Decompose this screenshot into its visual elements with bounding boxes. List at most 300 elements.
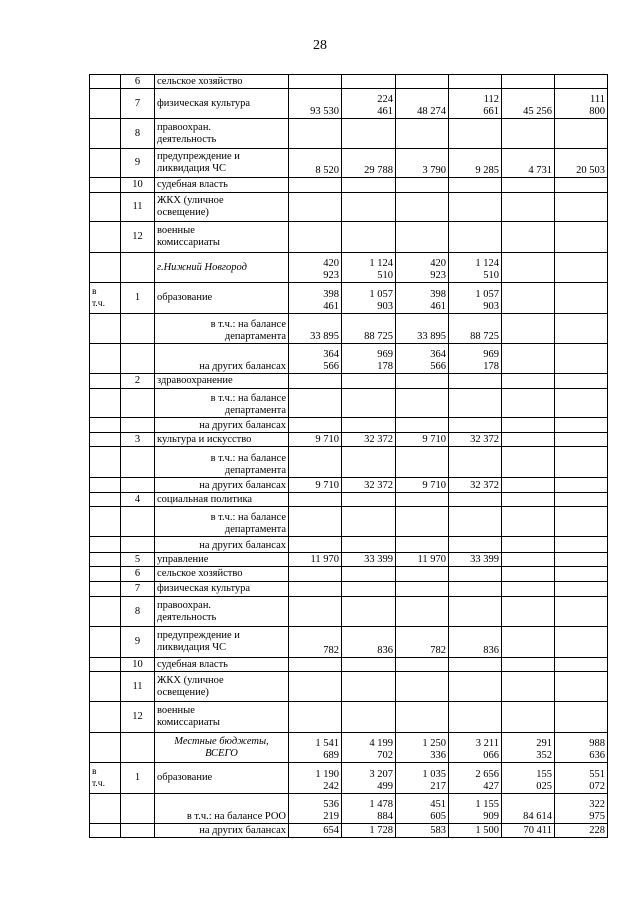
row-prefix-cell — [90, 119, 121, 149]
value-cell — [555, 597, 608, 627]
row-prefix-cell — [90, 493, 121, 507]
table-row — [90, 507, 608, 537]
value-cell — [502, 567, 555, 582]
value-cell: 29 788 — [342, 149, 396, 178]
row-number-cell — [121, 344, 155, 374]
value-cell — [342, 567, 396, 582]
value-cell: 112 661 — [449, 89, 502, 119]
row-number-cell: 7 — [121, 582, 155, 597]
value-cell: 451 605 — [396, 794, 449, 824]
row-number-cell: 2 — [121, 374, 155, 389]
value-cell — [555, 119, 608, 149]
value-cell — [449, 597, 502, 627]
value-cell — [555, 222, 608, 253]
value-cell — [289, 567, 342, 582]
table-row — [90, 672, 608, 702]
value-cell — [289, 507, 342, 537]
budget-table — [89, 74, 608, 838]
value-cell — [555, 672, 608, 702]
table-row — [90, 433, 608, 447]
value-cell — [342, 119, 396, 149]
row-prefix-cell — [90, 553, 121, 567]
value-cell: 84 614 — [502, 794, 555, 824]
value-cell — [502, 253, 555, 283]
row-prefix-cell — [90, 567, 121, 582]
value-cell — [502, 119, 555, 149]
row-name-cell: сельское хозяйство — [155, 567, 289, 582]
value-cell: 782 — [396, 627, 449, 658]
value-cell — [502, 283, 555, 314]
row-prefix-cell: в т.ч. — [90, 283, 121, 314]
row-name-cell: военные комиссариаты — [155, 222, 289, 253]
row-number-cell — [121, 478, 155, 493]
value-cell: 398 461 — [289, 283, 342, 314]
value-cell: 291 352 — [502, 733, 555, 763]
value-cell — [289, 493, 342, 507]
row-prefix-cell: в т.ч. — [90, 763, 121, 794]
table-row — [90, 178, 608, 193]
row-name-cell: физическая культура — [155, 89, 289, 119]
row-number-cell: 4 — [121, 493, 155, 507]
value-cell — [555, 314, 608, 344]
value-cell — [396, 75, 449, 89]
value-cell — [502, 193, 555, 222]
table-row — [90, 283, 608, 314]
row-name-cell: ЖКХ (уличное освещение) — [155, 193, 289, 222]
table-row — [90, 627, 608, 658]
value-cell — [342, 222, 396, 253]
row-number-cell — [121, 794, 155, 824]
row-prefix-cell — [90, 702, 121, 733]
value-cell: 364 566 — [289, 344, 342, 374]
value-cell — [502, 222, 555, 253]
value-cell — [289, 119, 342, 149]
row-number-cell: 9 — [121, 627, 155, 658]
row-number-cell — [121, 418, 155, 433]
value-cell — [555, 193, 608, 222]
value-cell — [555, 344, 608, 374]
value-cell: 364 566 — [396, 344, 449, 374]
row-name-cell: в т.ч.: на балансе РОО — [155, 794, 289, 824]
row-prefix-cell — [90, 794, 121, 824]
row-name-cell: судебная власть — [155, 178, 289, 193]
value-cell — [555, 433, 608, 447]
table-row — [90, 478, 608, 493]
value-cell — [396, 567, 449, 582]
value-cell — [555, 283, 608, 314]
value-cell — [555, 553, 608, 567]
row-number-cell — [121, 507, 155, 537]
table-row — [90, 702, 608, 733]
row-number-cell: 6 — [121, 75, 155, 89]
row-name-cell: здравоохранение — [155, 374, 289, 389]
row-number-cell: 5 — [121, 553, 155, 567]
value-cell: 1 057 903 — [342, 283, 396, 314]
value-cell — [502, 507, 555, 537]
table-row — [90, 582, 608, 597]
value-cell: 45 256 — [502, 89, 555, 119]
value-cell — [555, 374, 608, 389]
value-cell: 9 710 — [289, 478, 342, 493]
value-cell — [555, 702, 608, 733]
row-number-cell — [121, 253, 155, 283]
value-cell — [449, 447, 502, 478]
value-cell: 4 199 702 — [342, 733, 396, 763]
row-prefix-cell — [90, 178, 121, 193]
value-cell — [502, 433, 555, 447]
table-row — [90, 537, 608, 553]
value-cell — [449, 493, 502, 507]
row-prefix-cell — [90, 627, 121, 658]
table-row — [90, 149, 608, 178]
value-cell — [555, 178, 608, 193]
table-row — [90, 733, 608, 763]
value-cell — [555, 418, 608, 433]
table-row — [90, 658, 608, 672]
value-cell: 32 372 — [342, 433, 396, 447]
value-cell: 8 520 — [289, 149, 342, 178]
row-name-cell: в т.ч.: на балансе департамента — [155, 314, 289, 344]
value-cell — [396, 597, 449, 627]
value-cell — [396, 507, 449, 537]
table-row — [90, 222, 608, 253]
row-name-cell: г.Нижний Новгород — [155, 253, 289, 283]
row-prefix-cell — [90, 824, 121, 838]
table-row — [90, 553, 608, 567]
value-cell — [449, 193, 502, 222]
value-cell — [502, 672, 555, 702]
value-cell — [555, 507, 608, 537]
value-cell — [396, 702, 449, 733]
value-cell — [396, 658, 449, 672]
value-cell: 1 541 689 — [289, 733, 342, 763]
value-cell — [342, 702, 396, 733]
value-cell — [289, 178, 342, 193]
value-cell: 3 790 — [396, 149, 449, 178]
row-prefix-cell — [90, 658, 121, 672]
row-number-cell: 11 — [121, 193, 155, 222]
row-name-cell: на других балансах — [155, 824, 289, 838]
value-cell — [396, 582, 449, 597]
table-body — [90, 75, 608, 838]
row-name-cell: социальная политика — [155, 493, 289, 507]
table-row — [90, 597, 608, 627]
value-cell: 9 710 — [396, 478, 449, 493]
value-cell — [396, 178, 449, 193]
value-cell: 11 970 — [396, 553, 449, 567]
value-cell: 48 274 — [396, 89, 449, 119]
value-cell: 9 710 — [396, 433, 449, 447]
value-cell — [502, 374, 555, 389]
value-cell — [396, 119, 449, 149]
value-cell — [555, 478, 608, 493]
value-cell — [502, 75, 555, 89]
row-number-cell — [121, 537, 155, 553]
value-cell — [342, 582, 396, 597]
page-number: 28 — [313, 38, 327, 53]
value-cell — [502, 553, 555, 567]
row-name-cell: культура и искусство — [155, 433, 289, 447]
value-cell — [502, 178, 555, 193]
value-cell: 398 461 — [396, 283, 449, 314]
row-number-cell: 6 — [121, 567, 155, 582]
row-number-cell: 3 — [121, 433, 155, 447]
value-cell — [289, 658, 342, 672]
value-cell — [342, 672, 396, 702]
table-row — [90, 763, 608, 794]
value-cell — [555, 253, 608, 283]
row-number-cell: 11 — [121, 672, 155, 702]
value-cell — [342, 374, 396, 389]
row-prefix-cell — [90, 478, 121, 493]
value-cell — [396, 418, 449, 433]
value-cell: 1 250 336 — [396, 733, 449, 763]
value-cell: 33 399 — [342, 553, 396, 567]
value-cell: 3 211 066 — [449, 733, 502, 763]
row-number-cell: 8 — [121, 597, 155, 627]
value-cell — [342, 193, 396, 222]
table-row — [90, 567, 608, 582]
value-cell — [502, 627, 555, 658]
table-row — [90, 374, 608, 389]
row-name-cell: образование — [155, 763, 289, 794]
value-cell — [502, 597, 555, 627]
value-cell: 654 — [289, 824, 342, 838]
row-number-cell: 8 — [121, 119, 155, 149]
row-name-cell: на других балансах — [155, 478, 289, 493]
value-cell — [449, 702, 502, 733]
row-prefix-cell — [90, 537, 121, 553]
value-cell — [396, 447, 449, 478]
value-cell: 20 503 — [555, 149, 608, 178]
value-cell: 1 124 510 — [342, 253, 396, 283]
value-cell — [502, 389, 555, 418]
row-prefix-cell — [90, 507, 121, 537]
value-cell: 33 895 — [396, 314, 449, 344]
table-row — [90, 193, 608, 222]
value-cell: 11 970 — [289, 553, 342, 567]
row-name-cell: ЖКХ (уличное освещение) — [155, 672, 289, 702]
value-cell — [342, 75, 396, 89]
value-cell — [449, 537, 502, 553]
row-number-cell: 1 — [121, 763, 155, 794]
row-name-cell: Местные бюджеты, ВСЕГО — [155, 733, 289, 763]
row-prefix-cell — [90, 222, 121, 253]
value-cell — [555, 627, 608, 658]
row-prefix-cell — [90, 149, 121, 178]
value-cell — [342, 493, 396, 507]
value-cell: 32 372 — [342, 478, 396, 493]
value-cell: 88 725 — [449, 314, 502, 344]
table-row — [90, 493, 608, 507]
table-row — [90, 253, 608, 283]
value-cell — [502, 582, 555, 597]
row-prefix-cell — [90, 433, 121, 447]
value-cell: 33 895 — [289, 314, 342, 344]
row-prefix-cell — [90, 344, 121, 374]
value-cell — [289, 537, 342, 553]
value-cell — [502, 537, 555, 553]
row-name-cell: управление — [155, 553, 289, 567]
row-prefix-cell — [90, 672, 121, 702]
value-cell — [449, 374, 502, 389]
value-cell: 536 219 — [289, 794, 342, 824]
row-prefix-cell — [90, 447, 121, 478]
value-cell: 70 411 — [502, 824, 555, 838]
value-cell — [396, 389, 449, 418]
row-name-cell: на других балансах — [155, 418, 289, 433]
value-cell — [449, 418, 502, 433]
row-name-cell: на других балансах — [155, 537, 289, 553]
value-cell: 2 656 427 — [449, 763, 502, 794]
value-cell: 1 478 884 — [342, 794, 396, 824]
row-number-cell — [121, 733, 155, 763]
value-cell — [555, 447, 608, 478]
value-cell: 1 155 909 — [449, 794, 502, 824]
value-cell — [449, 178, 502, 193]
row-prefix-cell — [90, 733, 121, 763]
value-cell: 836 — [342, 627, 396, 658]
row-name-cell: правоохран. деятельность — [155, 597, 289, 627]
value-cell: 420 923 — [396, 253, 449, 283]
value-cell — [289, 193, 342, 222]
value-cell — [396, 374, 449, 389]
row-number-cell — [121, 447, 155, 478]
table-row — [90, 418, 608, 433]
value-cell — [449, 119, 502, 149]
value-cell — [502, 658, 555, 672]
value-cell: 969 178 — [449, 344, 502, 374]
value-cell — [289, 418, 342, 433]
value-cell: 322 975 — [555, 794, 608, 824]
row-prefix-cell — [90, 75, 121, 89]
value-cell — [342, 178, 396, 193]
value-cell — [502, 702, 555, 733]
value-cell — [342, 507, 396, 537]
row-prefix-cell — [90, 193, 121, 222]
value-cell: 88 725 — [342, 314, 396, 344]
row-name-cell: в т.ч.: на балансе департамента — [155, 507, 289, 537]
value-cell — [289, 374, 342, 389]
table-row — [90, 389, 608, 418]
row-number-cell: 12 — [121, 222, 155, 253]
value-cell: 9 285 — [449, 149, 502, 178]
value-cell: 224 461 — [342, 89, 396, 119]
row-number-cell: 9 — [121, 149, 155, 178]
value-cell — [289, 447, 342, 478]
row-number-cell — [121, 389, 155, 418]
row-prefix-cell — [90, 418, 121, 433]
value-cell — [396, 193, 449, 222]
value-cell — [555, 493, 608, 507]
row-name-cell: предупреждение и ликвидация ЧС — [155, 627, 289, 658]
row-name-cell: правоохран. деятельность — [155, 119, 289, 149]
value-cell — [342, 418, 396, 433]
value-cell — [502, 344, 555, 374]
value-cell — [555, 658, 608, 672]
value-cell — [449, 389, 502, 418]
value-cell — [449, 672, 502, 702]
value-cell — [502, 418, 555, 433]
value-cell — [449, 582, 502, 597]
value-cell — [555, 567, 608, 582]
value-cell: 1 500 — [449, 824, 502, 838]
value-cell — [289, 702, 342, 733]
value-cell: 1 124 510 — [449, 253, 502, 283]
value-cell — [342, 389, 396, 418]
value-cell: 32 372 — [449, 433, 502, 447]
table-row — [90, 119, 608, 149]
row-name-cell: физическая культура — [155, 582, 289, 597]
value-cell — [342, 537, 396, 553]
value-cell — [449, 507, 502, 537]
table-row — [90, 314, 608, 344]
value-cell — [289, 672, 342, 702]
row-number-cell — [121, 314, 155, 344]
value-cell — [289, 222, 342, 253]
value-cell — [449, 75, 502, 89]
value-cell — [449, 658, 502, 672]
value-cell: 1 035 217 — [396, 763, 449, 794]
row-prefix-cell — [90, 253, 121, 283]
value-cell — [449, 222, 502, 253]
row-number-cell: 1 — [121, 283, 155, 314]
value-cell — [555, 389, 608, 418]
value-cell — [289, 597, 342, 627]
table-row — [90, 89, 608, 119]
value-cell — [502, 493, 555, 507]
row-number-cell — [121, 824, 155, 838]
value-cell: 1 728 — [342, 824, 396, 838]
value-cell: 9 710 — [289, 433, 342, 447]
value-cell — [502, 478, 555, 493]
value-cell — [502, 314, 555, 344]
row-prefix-cell — [90, 582, 121, 597]
value-cell: 583 — [396, 824, 449, 838]
value-cell: 111 800 — [555, 89, 608, 119]
value-cell: 988 636 — [555, 733, 608, 763]
row-name-cell: сельское хозяйство — [155, 75, 289, 89]
value-cell: 3 207 499 — [342, 763, 396, 794]
row-prefix-cell — [90, 389, 121, 418]
row-number-cell: 10 — [121, 658, 155, 672]
value-cell: 228 — [555, 824, 608, 838]
table-row — [90, 344, 608, 374]
value-cell: 1 057 903 — [449, 283, 502, 314]
table-row — [90, 447, 608, 478]
value-cell: 969 178 — [342, 344, 396, 374]
row-name-cell: в т.ч.: на балансе департамента — [155, 389, 289, 418]
value-cell: 4 731 — [502, 149, 555, 178]
value-cell — [555, 582, 608, 597]
value-cell — [396, 493, 449, 507]
row-prefix-cell — [90, 314, 121, 344]
value-cell — [396, 672, 449, 702]
row-name-cell: образование — [155, 283, 289, 314]
row-number-cell: 7 — [121, 89, 155, 119]
value-cell — [502, 447, 555, 478]
value-cell: 93 530 — [289, 89, 342, 119]
value-cell: 836 — [449, 627, 502, 658]
row-name-cell: на других балансах — [155, 344, 289, 374]
value-cell: 551 072 — [555, 763, 608, 794]
row-name-cell: судебная власть — [155, 658, 289, 672]
value-cell — [396, 222, 449, 253]
table-row — [90, 794, 608, 824]
value-cell: 33 399 — [449, 553, 502, 567]
value-cell: 420 923 — [289, 253, 342, 283]
table-row — [90, 824, 608, 838]
